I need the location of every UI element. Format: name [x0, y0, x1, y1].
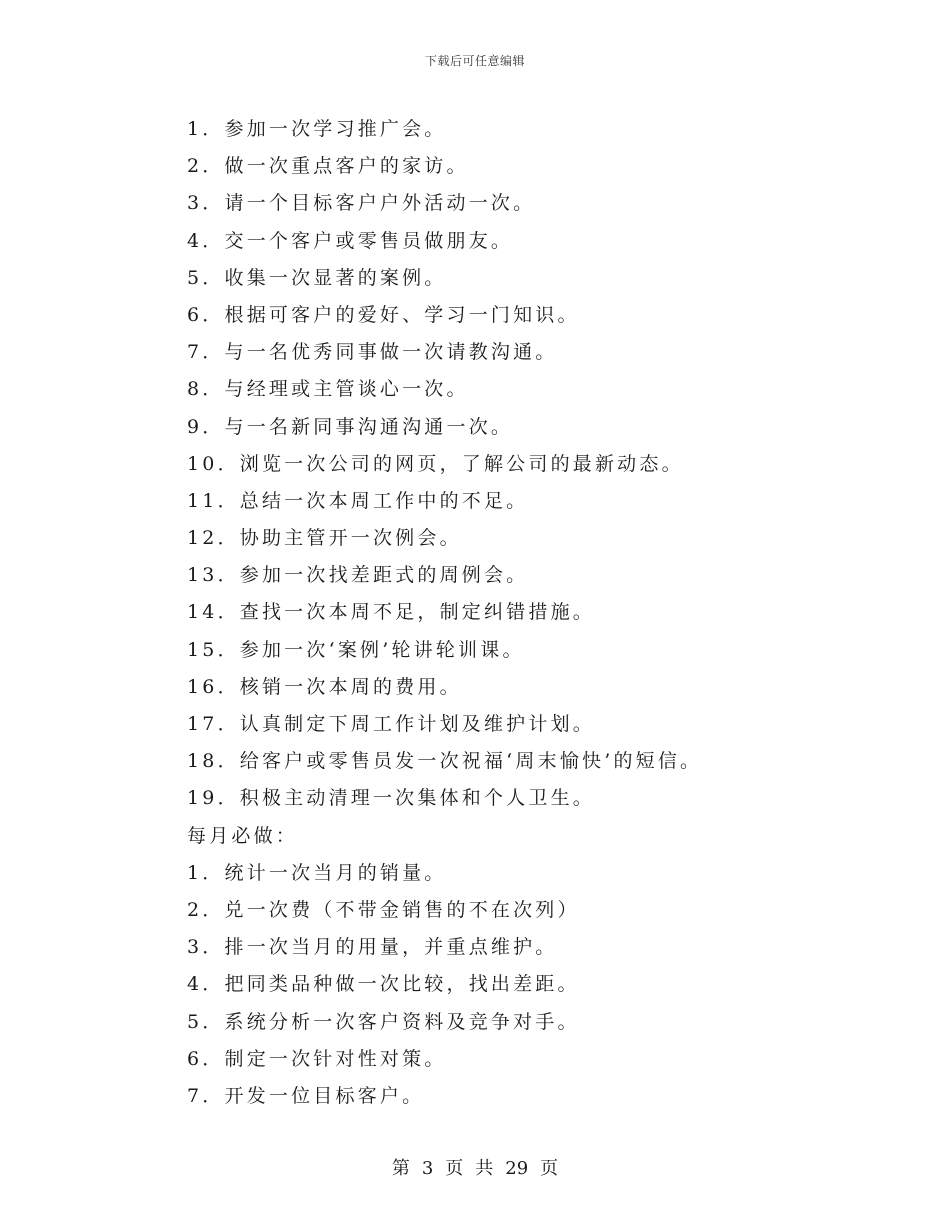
list-item: 19．积极主动清理一次集体和个人卫生。	[187, 787, 595, 810]
list-item: 10．浏览一次公司的网页，了解公司的最新动态。	[187, 452, 684, 475]
list-item: 17．认真制定下周工作计划及维护计划。	[187, 713, 595, 735]
footer-total-unit: 页	[540, 1158, 559, 1179]
footer-total-label: 共	[475, 1158, 494, 1179]
list-item: 4．交一个客户或零售员做朋友。	[187, 229, 514, 252]
list-item: 7．开发一位目标客户。	[187, 1084, 425, 1107]
list-item: 13．参加一次找差距式的周例会。	[187, 564, 529, 587]
list-item: 16．核销一次本周的费用。	[187, 675, 462, 698]
footer-total-pages: 29	[505, 1158, 529, 1179]
list-item: 4．把同类品种做一次比较，找出差距。	[187, 973, 580, 996]
section-heading: 每月必做：	[187, 824, 299, 847]
footer-page-number: 3	[421, 1158, 434, 1179]
list-item: 6．根据可客户的爱好、学习一门知识。	[187, 303, 580, 326]
list-item: 11．总结一次本周工作中的不足。	[187, 489, 529, 512]
list-item: 6．制定一次针对性对策。	[187, 1047, 447, 1070]
list-item: 7．与一名优秀同事做一次请教沟通。	[187, 341, 558, 364]
list-item: 14．查找一次本周不足，制定纠错措施。	[187, 601, 595, 624]
list-item: 5．系统分析一次客户资料及竞争对手。	[187, 1010, 580, 1033]
list-item: 3．请一个目标客户户外活动一次。	[187, 192, 536, 215]
list-item: 8．与经理或主管谈心一次。	[187, 378, 469, 401]
list-item: 5．收集一次显著的案例。	[187, 266, 447, 289]
list-item: 3．排一次当月的用量，并重点维护。	[187, 936, 558, 959]
page-header: 下载后可任意编辑	[424, 54, 525, 68]
list-item: 1．参加一次学习推广会。	[187, 118, 447, 140]
list-item: 12．协助主管开一次例会。	[187, 527, 462, 550]
list-item: 15．参加一次‘案例’轮讲轮训课。	[187, 638, 525, 661]
list-item: 1．统计一次当月的销量。	[187, 861, 447, 884]
list-item: 2．兑一次费（不带金销售的不在次列）	[187, 898, 580, 921]
footer-prefix: 第	[391, 1158, 410, 1179]
document-body	[187, 111, 927, 1115]
page-footer	[0, 1154, 950, 1180]
list-item: 18．给客户或零售员发一次祝福‘周末愉快’的短信。	[187, 750, 703, 773]
footer-page-unit: 页	[445, 1158, 464, 1179]
list-item: 2．做一次重点客户的家访。	[187, 155, 469, 178]
list-item: 9．与一名新同事沟通沟通一次。	[187, 415, 514, 438]
